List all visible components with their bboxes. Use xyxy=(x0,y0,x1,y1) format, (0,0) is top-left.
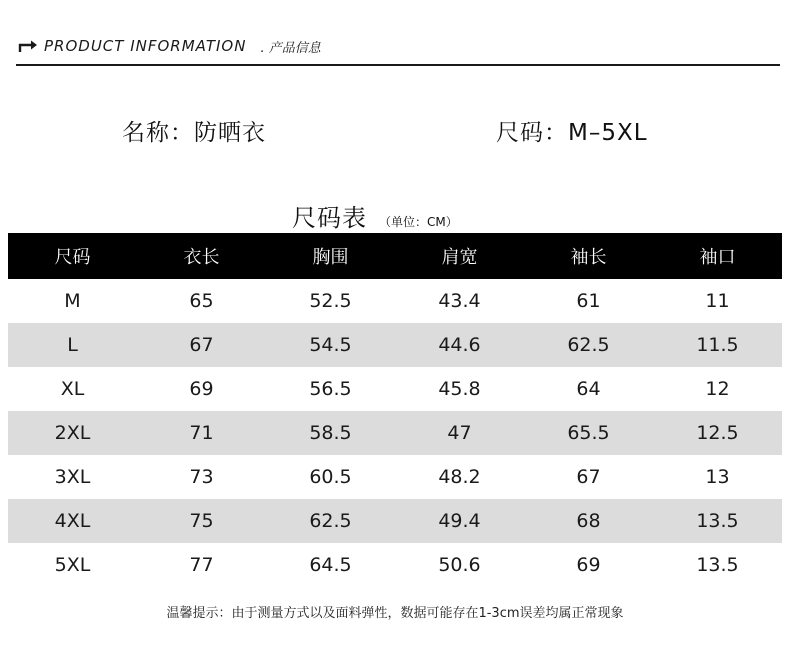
table-cell: 58.5 xyxy=(266,411,395,455)
table-header-row xyxy=(8,233,782,279)
size-chart-table xyxy=(8,233,782,587)
table-title-group xyxy=(292,198,458,233)
table-cell: 67 xyxy=(576,466,601,488)
table-cell: 47 xyxy=(395,411,524,455)
table-row xyxy=(8,367,782,411)
header-cell: 肩宽 xyxy=(395,233,524,279)
table-cell: 75 xyxy=(137,499,266,543)
header-title-cn: . 产品信息 xyxy=(260,40,321,56)
table-row xyxy=(8,411,782,455)
product-size-range: 尺码：M–5XL xyxy=(496,120,648,146)
table-cell: 71 xyxy=(137,411,266,455)
table-cell: 12 xyxy=(705,378,730,400)
table-cell: 12.5 xyxy=(653,411,782,455)
table-cell: 56.5 xyxy=(309,378,352,400)
header-title-en: PRODUCT INFORMATION xyxy=(44,37,247,55)
table-cell: 49.4 xyxy=(395,499,524,543)
header-cell: 袖长 xyxy=(524,233,653,279)
table-row xyxy=(8,279,782,323)
table-unit: （单位：CM） xyxy=(379,215,458,229)
table-cell: 67 xyxy=(137,323,266,367)
table-cell: 62.5 xyxy=(266,499,395,543)
table-cell: 68 xyxy=(524,499,653,543)
table-cell: 52.5 xyxy=(309,290,352,312)
header-cell: 袖口 xyxy=(653,233,782,279)
table-cell: 69 xyxy=(189,378,214,400)
table-cell: 64.5 xyxy=(309,554,352,576)
table-cell: 13.5 xyxy=(696,554,739,576)
table-cell: 54.5 xyxy=(266,323,395,367)
table-cell: 73 xyxy=(189,466,214,488)
table-cell: XL xyxy=(60,378,85,400)
table-cell: 2XL xyxy=(8,411,137,455)
product-name: 名称：防晒衣 xyxy=(122,120,266,146)
table-cell: 3XL xyxy=(54,466,91,488)
table-cell: 65 xyxy=(189,290,214,312)
table-cell: 5XL xyxy=(54,554,91,576)
table-cell: 64 xyxy=(576,378,601,400)
table-cell: 13 xyxy=(705,466,730,488)
section-header xyxy=(18,34,321,58)
table-cell: 77 xyxy=(189,554,214,576)
table-row xyxy=(8,543,782,587)
table-cell: 13.5 xyxy=(653,499,782,543)
table-row xyxy=(8,323,782,367)
table-title: 尺码表 xyxy=(292,204,367,232)
table-cell: 65.5 xyxy=(524,411,653,455)
table-cell: 62.5 xyxy=(524,323,653,367)
table-row xyxy=(8,499,782,543)
table-cell: 60.5 xyxy=(309,466,352,488)
table-cell: 45.8 xyxy=(438,378,481,400)
table-cell: 11.5 xyxy=(653,323,782,367)
table-row xyxy=(8,455,782,499)
table-cell: 61 xyxy=(576,290,601,312)
header-divider xyxy=(16,64,780,66)
corner-arrow-icon xyxy=(18,39,38,53)
table-cell: 48.2 xyxy=(438,466,481,488)
table-cell: 43.4 xyxy=(438,290,481,312)
table-cell: 4XL xyxy=(8,499,137,543)
table-cell: 44.6 xyxy=(395,323,524,367)
table-cell: 50.6 xyxy=(438,554,481,576)
header-cell: 尺码 xyxy=(8,233,137,279)
header-cell: 衣长 xyxy=(137,233,266,279)
table-cell: 69 xyxy=(576,554,601,576)
header-cell: 胸围 xyxy=(266,233,395,279)
measurement-footnote: 温馨提示：由于测量方式以及面料弹性，数据可能存在1-3cm误差均属正常现象 xyxy=(166,606,624,621)
table-cell: 11 xyxy=(705,290,730,312)
table-cell: M xyxy=(64,290,81,312)
table-cell: L xyxy=(8,323,137,367)
